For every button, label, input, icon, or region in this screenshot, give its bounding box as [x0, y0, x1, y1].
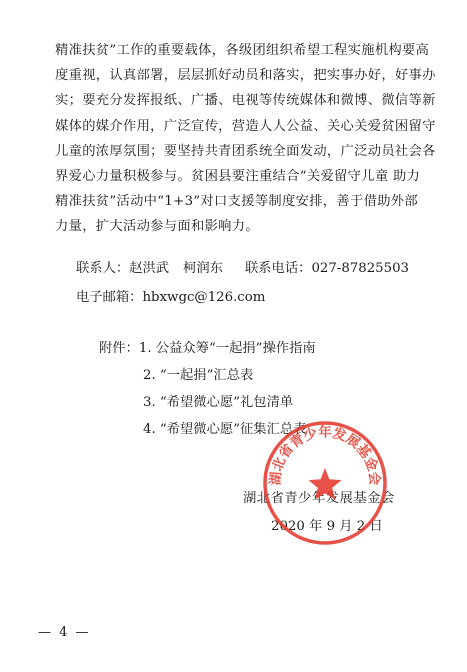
attachment-item: 1. 公益众筹“一起捐”操作指南 [138, 341, 316, 356]
attachment-row [99, 336, 316, 363]
seal-arc-text: 湖北省青少年发展基金会 [267, 424, 383, 486]
seal-star-icon [309, 468, 342, 500]
contact-person-2: 柯润东 [183, 261, 223, 276]
attachment-item: 3. “希望微心愿”礼包清单 [143, 395, 294, 410]
body-line: 度重视，认真部署，层层抓好动员和落实，把实事办好，好事办 [55, 68, 436, 84]
page-number: — 4 — [38, 625, 91, 640]
signature-org: 湖北省青少年发展基金会 [243, 491, 395, 506]
body-line: 媒体的媒介作用，广泛宣传，营造人人公益、关心关爱贫困留守 [55, 118, 436, 134]
attachments-label: 附件： [99, 341, 139, 356]
body-line: 精准扶贫”活动中“1+3”对口支援等制度安排，善于借助外部 [55, 194, 418, 210]
phone-number: 027-87825503 [311, 261, 410, 276]
body-paragraph [55, 38, 435, 240]
body-line: 精准扶贫”工作的重要载体，各级团组织希望工程实施机构要高 [55, 43, 430, 58]
official-seal-stamp [262, 420, 388, 546]
email-label: 电子邮箱： [76, 290, 143, 305]
body-line: 力量，扩大活动参与面和影响力。 [55, 219, 259, 235]
body-line: 儿童的浓厚氛围；要坚持共青团系统全面发动，广泛动员社会各 [55, 143, 436, 159]
body-line: 界爱心力量积极参与。贫困县要注重结合“关爱留守儿童 助力 [55, 169, 421, 185]
email-line [76, 285, 265, 310]
signature-date: 2020 年 9 月 2 日 [271, 519, 383, 534]
attachment-item: 2. “一起捐”汇总表 [143, 368, 254, 383]
attachment-row [99, 363, 316, 390]
email-address: hbxwgc@126.com [142, 290, 266, 305]
contact-label: 联系人： [76, 261, 130, 276]
attachment-row [99, 390, 316, 417]
contact-person-1: 赵洪武 [129, 261, 170, 276]
body-line: 实；要充分发挥报纸、广播、电视等传统媒体和微博、微信等新 [55, 93, 436, 109]
attachment-item: 4. “希望微心愿”征集汇总表 [143, 422, 307, 437]
phone-label: 联系电话： [244, 261, 312, 276]
contact-line [76, 256, 409, 281]
